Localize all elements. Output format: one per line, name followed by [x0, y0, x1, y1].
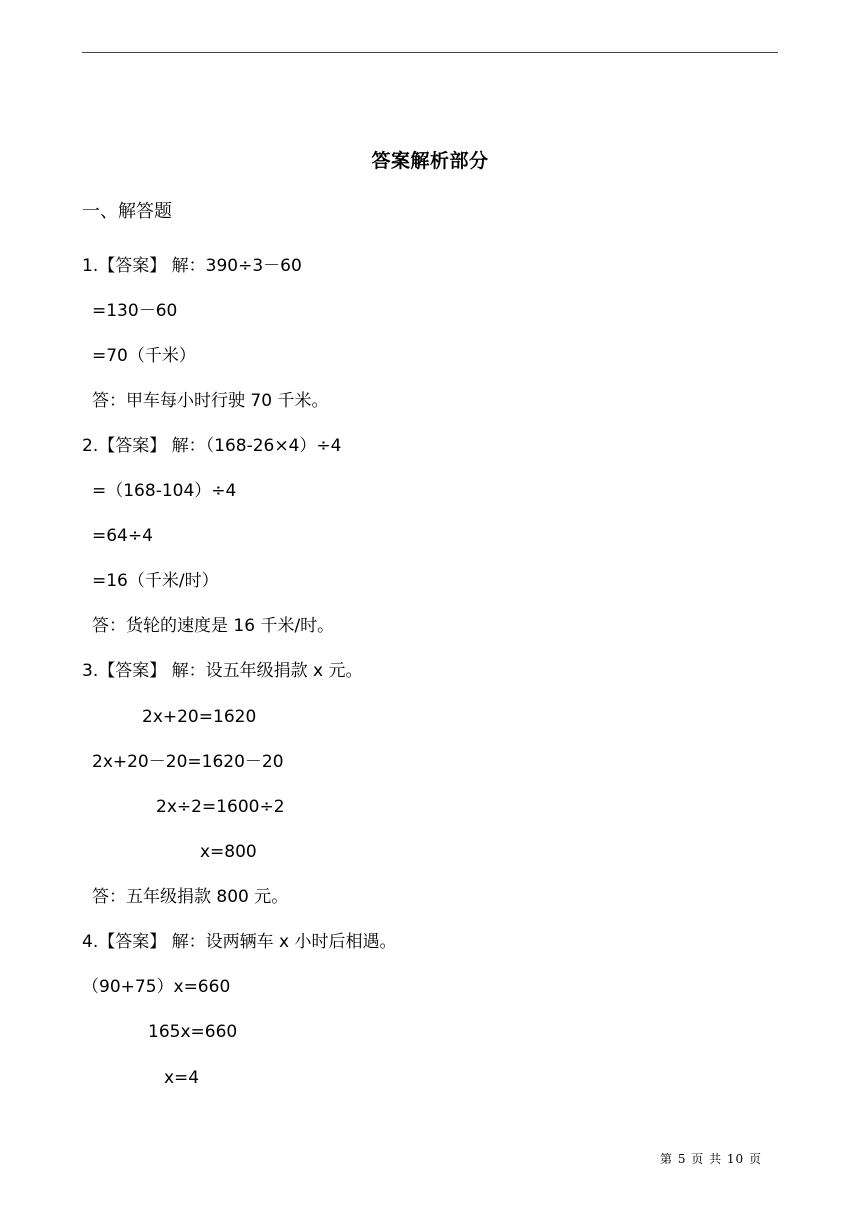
q1-answer: 答：甲车每小时行驶 70 千米。 [92, 391, 329, 411]
q4-heading: 4.【答案】 解：设两辆车 x 小时后相遇。 [82, 932, 397, 952]
q3-heading: 3.【答案】 解：设五年级捐款 x 元。 [82, 661, 363, 681]
q3-step-4: x=800 [200, 842, 257, 862]
section-heading: 一、解答题 [82, 201, 172, 222]
page-title: 答案解析部分 [371, 150, 489, 172]
q3-step-2: 2x+20－20=1620－20 [92, 752, 284, 772]
q1-heading: 1.【答案】 解：390÷3－60 [82, 256, 302, 276]
q4-step-3: x=4 [164, 1068, 200, 1088]
q2-answer: 答：货轮的速度是 16 千米/时。 [92, 616, 335, 636]
q3-step-3: 2x÷2=1600÷2 [156, 797, 285, 817]
q2-heading: 2.【答案】 解：（168-26×4）÷4 [82, 436, 342, 456]
q3-answer: 答：五年级捐款 800 元。 [92, 887, 289, 907]
q3-step-1: 2x+20=1620 [142, 707, 257, 727]
q4-step-2: 165x=660 [148, 1022, 238, 1042]
q2-step-3: =16（千米/时） [92, 571, 219, 591]
q2-step-1: =（168-104）÷4 [92, 481, 237, 501]
page-number: 第 5 页 共 10 页 [660, 1152, 762, 1166]
header-rule [82, 52, 778, 53]
q1-step-1: =130－60 [92, 301, 178, 321]
q4-step-1: （90+75）x=660 [82, 977, 231, 997]
q2-step-2: =64÷4 [92, 526, 153, 546]
q1-step-2: =70（千米） [92, 346, 196, 366]
